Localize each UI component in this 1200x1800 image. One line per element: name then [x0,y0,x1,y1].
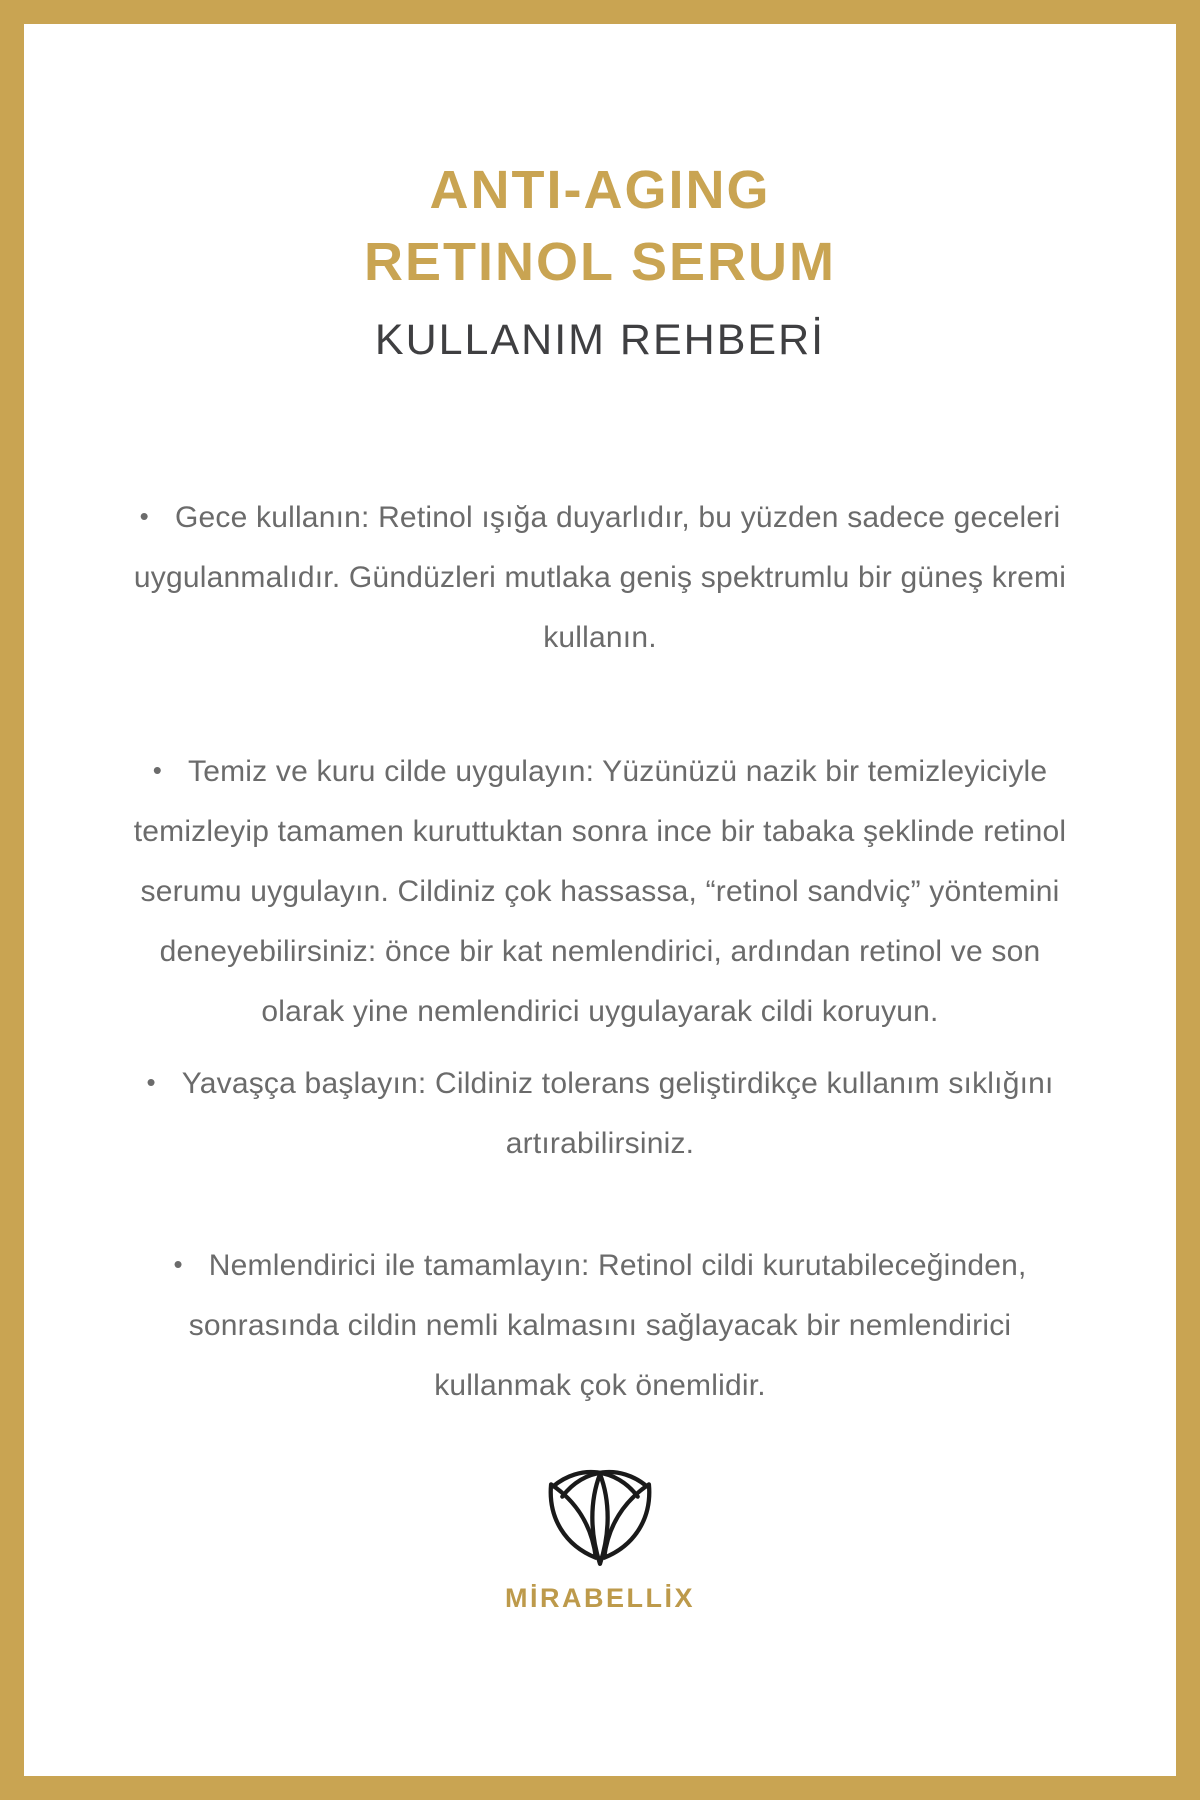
list-item [24,488,1176,668]
list-item [24,1236,1176,1416]
bullet-line [24,1236,1176,1296]
bullet-text: Temiz ve kuru cilde uygulayın: Yüzünüzü nazik bir temizleyiciyle [188,755,1048,788]
bullet-line: serumu uygulayın. Cildiniz çok hassassa, “retinol sandviç” yöntemini [140,875,1060,908]
bullet-text: Nemlendirici ile tamamlayın: Retinol cildi kurutabileceğinden, [208,1249,1027,1282]
list-item [24,742,1176,1042]
bullet-line [24,1054,1176,1114]
bullet-line: uygulanmalıdır. Gündüzleri mutlaka geniş spektrumlu bir güneş kremi [133,561,1067,594]
tulip-flower-icon [538,1464,662,1570]
brand-logo-block [24,1464,1176,1614]
list-item [24,1054,1176,1174]
bullet-dot: • [146,1067,156,1097]
bullet-line: sonrasında cildin nemli kalmasını sağlayacak bir nemlendirici [188,1309,1012,1342]
bullet-line: kullanmak çok önemlidir. [434,1369,766,1402]
product-title-line2: RETINOL SERUM [363,232,837,292]
bullet-line: kullanın. [543,621,657,654]
bullet-text: Gece kullanın: Retinol ışığa duyarlıdır, bu yüzden sadece geceleri [174,501,1061,534]
product-title-line1: ANTI-AGING [429,160,771,220]
card-content [24,24,1176,1776]
bullet-line [24,742,1176,802]
bullet-dot: • [173,1249,183,1279]
guide-subtitle: KULLANIM REHBERİ [374,316,826,364]
bullet-text: Yavaşça başlayın: Cildiniz tolerans geliştirdikçe kullanım sıklığını [181,1067,1054,1100]
instructions-list [24,488,1176,1416]
bullet-line: deneyebilirsiniz: önce bir kat nemlendirici, ardından retinol ve son [159,935,1041,968]
bullet-dot: • [152,755,162,785]
bullet-dot: • [139,501,149,531]
bullet-line: temizleyip tamamen kuruttuktan sonra ince bir tabaka şeklinde retinol [133,815,1067,848]
bullet-line [24,488,1176,548]
bullet-line: artırabilirsiniz. [505,1127,695,1160]
bullet-line: olarak yine nemlendirici uygulayarak cildi koruyun. [261,995,939,1028]
brand-name: MİRABELLİX [505,1583,695,1613]
product-title [24,154,1176,298]
